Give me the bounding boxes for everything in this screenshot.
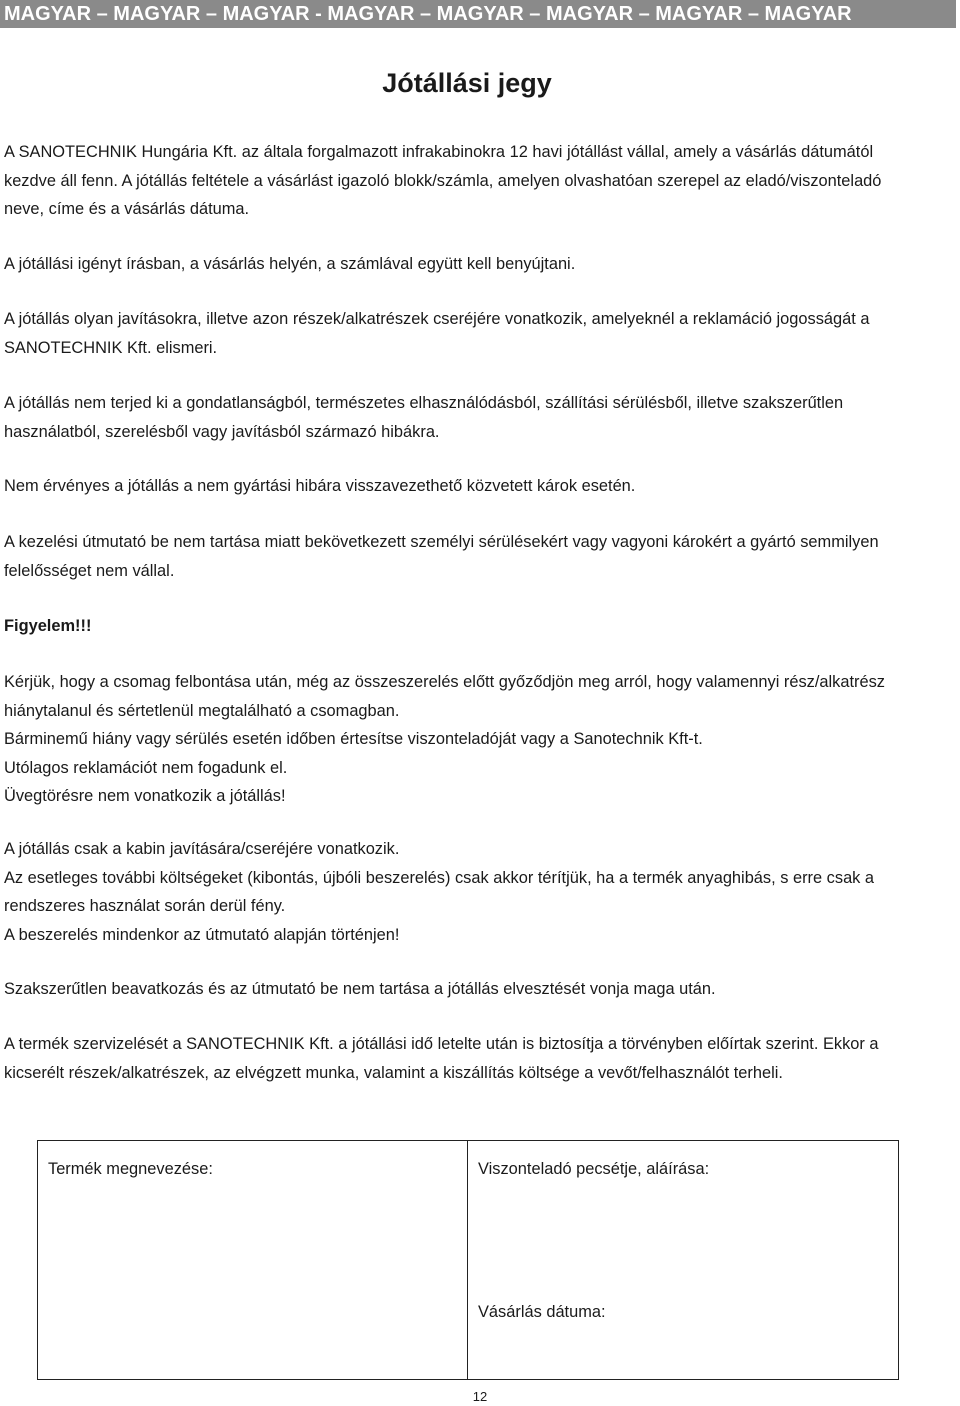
paragraph-warranty-exclusions <box>4 389 956 446</box>
warranty-form-box <box>37 1140 899 1380</box>
text-line: Bárminemű hiány vagy sérülés esetén időben értesítse viszonteladóját vagy a Sanotechnik Kft-t. <box>4 730 703 748</box>
text-line: Nem érvényes a jótállás a nem gyártási hibára visszavezethető közvetett károk esetén. <box>4 477 636 495</box>
text-line: Kérjük, hogy a csomag felbontása után, még az összeszerelés előtt győződjön meg arról, hogy valamennyi rész/alkatrész <box>4 673 885 691</box>
text-line: SANOTECHNIK Kft. elismeri. <box>4 338 218 357</box>
text-line: hiánytalanul és sértetlenül megtalálható a csomagban. <box>4 701 400 720</box>
text-line: használatból, szerelésből vagy javításból származó hibákra. <box>4 422 440 441</box>
attention-heading <box>4 612 956 641</box>
dealer-stamp-label: Viszonteladó pecsétje, aláírása: <box>478 1160 710 1178</box>
paragraph-service <box>4 1030 956 1087</box>
text-line: felelősséget nem vállal. <box>4 561 175 580</box>
text-line: kezdve áll fenn. A jótállás feltétele a vásárlást igazoló blokk/számla, amelyen olvashatóan szerepel az eladó/viszonteladó <box>4 171 882 190</box>
text-line: A termék szervizelését a SANOTECHNIK Kft. a jótállási idő letelte után is biztosítja a törvényben előírtak szerint. Ekkor a <box>4 1035 879 1053</box>
purchase-date-label: Vásárlás dátuma: <box>478 1303 606 1321</box>
paragraph-package-check <box>4 668 956 811</box>
paragraph-improper-intervention <box>4 975 956 1004</box>
form-divider <box>467 1141 468 1379</box>
text-line: Az esetleges további költségeket (kibontás, újbóli beszerelés) csak akkor térítjük, ha a termék anyaghibás, s erre csak a <box>4 868 875 887</box>
text-line: A jótállás olyan javításokra, illetve azon részek/alkatrészek cseréjére vonatkozik, amelyeknél a reklamáció jogosságát a <box>4 310 870 328</box>
text-line: Figyelem!!! <box>4 617 92 635</box>
product-name-label: Termék megnevezése: <box>48 1160 213 1178</box>
text-line: A beszerelés mindenkor az útmutató alapján történjen! <box>4 925 400 944</box>
language-header-bar: MAGYAR – MAGYAR – MAGYAR - MAGYAR – MAGYAR – MAGYAR – MAGYAR – MAGYAR <box>0 0 956 28</box>
paragraph-claim-submission <box>4 250 956 279</box>
text-line: rendszeres használat során derül fény. <box>4 897 286 915</box>
text-line: A kezelési útmutató be nem tartása miatt bekövetkezett személyi sérülésekért vagy vagyoni károkért a gyártó semmilyen <box>4 533 879 551</box>
text-line: A jótállás nem terjed ki a gondatlanságból, természetes elhasználódásból, szállítási sérülésből, illetve szakszerűtlen <box>4 394 844 412</box>
paragraph-warranty-scope <box>4 305 956 362</box>
text-line: A jótállási igényt írásban, a vásárlás helyén, a számlával együtt kell benyújtani. <box>4 255 576 273</box>
paragraph-warranty-intro <box>4 138 956 224</box>
document-title: Jótállási jegy <box>382 68 552 98</box>
text-line: A jótállás csak a kabin javítására/cseréjére vonatkozik. <box>4 840 400 858</box>
paragraph-repair-costs <box>4 835 956 949</box>
text-line: Szakszerűtlen beavatkozás és az útmutató be nem tartása a jótállás elvesztését vonja maga után. <box>4 980 716 998</box>
text-line: Utólagos reklamációt nem fogadunk el. <box>4 758 288 777</box>
text-line: Üvegtörésre nem vonatkozik a jótállás! <box>4 787 286 805</box>
paragraph-liability <box>4 528 956 585</box>
page-number: 12 <box>472 1389 488 1404</box>
text-line: kicserélt részek/alkatrészek, az elvégzett munka, valamint a kiszállítás költsége a vevőt/felhasználót terheli. <box>4 1063 783 1082</box>
paragraph-indirect-damage <box>4 472 956 501</box>
text-line: neve, címe és a vásárlás dátuma. <box>4 200 250 218</box>
text-line: A SANOTECHNIK Hungária Kft. az általa forgalmazott infrakabinokra 12 havi jótállást vállal, amely a vásárlás dátumától <box>4 143 874 161</box>
